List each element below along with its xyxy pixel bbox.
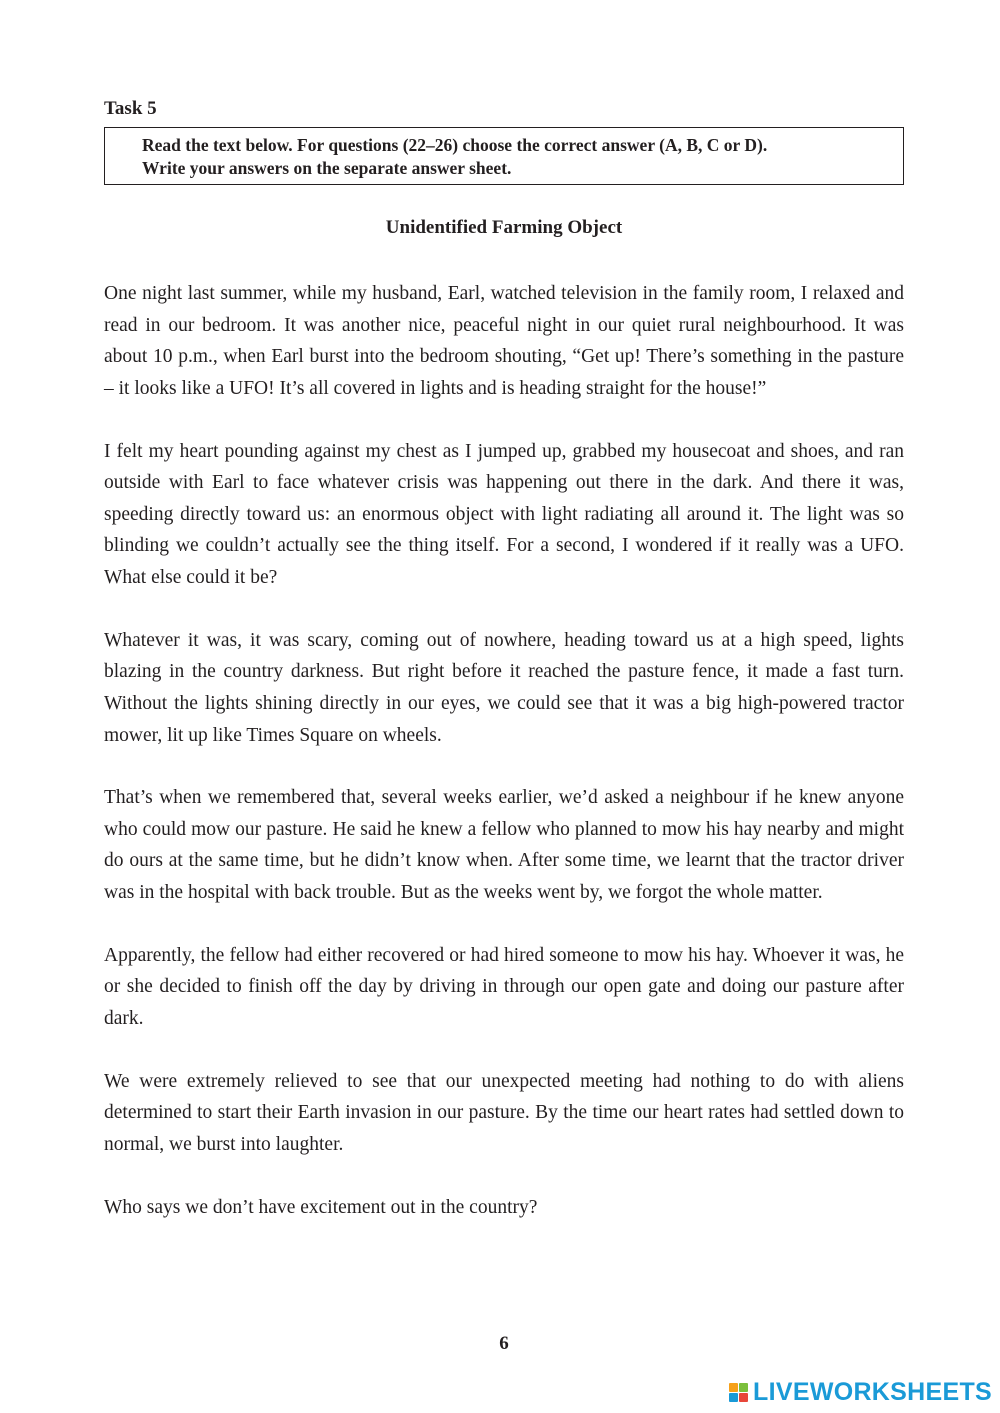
logo-square-2 — [739, 1383, 748, 1392]
story-title: Unidentified Farming Object — [385, 217, 623, 238]
story-paragraph-1: One night last summer, while my husband, Earl, watched television in the family room, I relaxed and read in our bedroom. It was another nice, peaceful night in our quiet rural neighbourhood. It was about 10 p.m., when Earl burst into the bedroom shouting, “Get up! There’s something in the pasture – it looks like a UFO! It’s all covered in lights and is heading straight for the house!” — [104, 283, 904, 399]
story-paragraph-4: That’s when we remembered that, several weeks earlier, we’d asked a neighbour if he knew anyone who could mow our pasture. He said he knew a fellow who planned to mow his hay nearby and might do ours at the same time, but he didn’t know when. After some time, we learnt that the tractor driver was in the hospital with back trouble. But as the weeks went by, we forgot the whole matter. — [104, 787, 904, 904]
story-paragraph-7: Who says we don’t have excitement out in the country? — [104, 1196, 538, 1218]
instructions-line-2: Write your answers on the separate answer sheet. — [142, 158, 512, 178]
logo-square-1 — [729, 1383, 738, 1392]
logo-square-4 — [739, 1393, 748, 1402]
page-number: 6 — [499, 1333, 509, 1354]
liveworksheets-logo-icon — [729, 1383, 748, 1402]
task-label: Task 5 — [104, 98, 157, 119]
instructions-line-1: Read the text below. For questions (22–26) choose the correct answer (A, B, C or D). — [142, 135, 768, 155]
story-body — [104, 278, 904, 1223]
story-paragraph-3: Whatever it was, it was scary, coming out of nowhere, heading toward us at a high speed, lights blazing in the country darkness. But right before it reached the pasture fence, it made a fast turn. Without the lights shining directly in our eyes, we could see that it was a big high-powered tractor mower, lit up like Times Square on wheels. — [104, 629, 904, 746]
story-paragraph-6: We were extremely relieved to see that our unexpected meeting had nothing to do with aliens determined to start their Earth invasion in our pasture. By the time our heart rates had settled down to normal, we burst into laughter. — [104, 1070, 904, 1155]
watermark-text: LIVEWORKSHEETS — [753, 1377, 992, 1406]
logo-square-3 — [729, 1393, 738, 1402]
story-paragraph-5: Apparently, the fellow had either recovered or had hired someone to mow his hay. Whoever it was, he or she decided to finish off the day by driving in through our open gate and doing our pasture after dark. — [104, 944, 904, 1030]
liveworksheets-watermark — [729, 1377, 992, 1407]
instructions-box — [104, 127, 904, 185]
story-paragraph-2: I felt my heart pounding against my chest as I jumped up, grabbed my housecoat and shoes, and ran outside with Earl to face whatever crisis was happening out there in the dark. And there it was, speeding directly toward us: an enormous object with light radiating all around it. The light was so blinding we couldn’t actually see the thing itself. For a second, I wondered if it really was a UFO. What else could it be? — [104, 440, 904, 588]
